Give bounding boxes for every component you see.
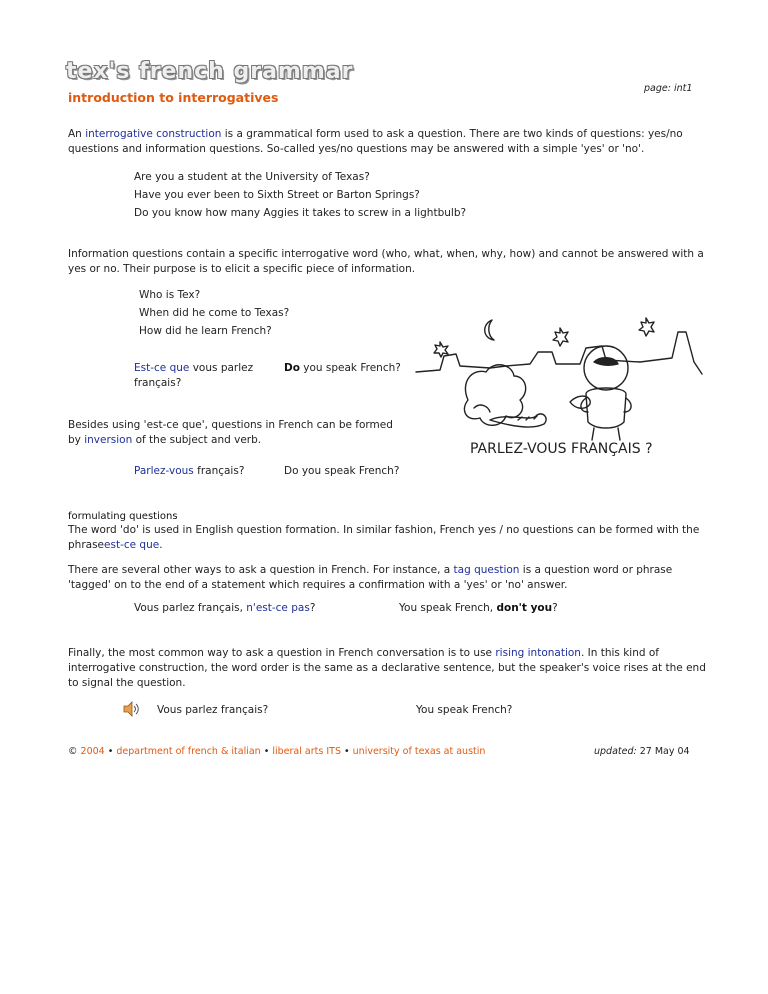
tag-text-1: There are several other ways to ask a question in French. For instance, a	[68, 564, 454, 576]
tag-example-fr-2: ?	[309, 602, 316, 614]
formulating-text-1: The word 'do' is used in English question formation. In similar fashion, French yes / no questions can be formed with the phrase	[68, 524, 700, 551]
star-icon-3	[434, 342, 448, 357]
tag-example-english	[399, 601, 558, 616]
speaker-icon[interactable]	[122, 701, 140, 717]
formulating-paragraph	[68, 523, 708, 553]
intro-text-1: An	[68, 128, 86, 140]
info-example-3: How did he learn French?	[139, 325, 272, 337]
rising-example-english: You speak French?	[416, 704, 513, 716]
inversion-example-english: Do you speak French?	[284, 465, 400, 477]
formulating-text-2: .	[159, 539, 163, 551]
inversion-text-1: Besides using 'est-ce que', questions in French can be formed by	[68, 419, 393, 446]
footer-credits	[68, 744, 485, 759]
updated-date: 27 May 04	[639, 746, 690, 757]
inversion-link[interactable]: inversion	[84, 434, 133, 446]
page-reference	[644, 81, 692, 96]
tag-example-french	[134, 601, 315, 616]
yesno-example-3: Do you know how many Aggies it takes to screw in a lightbulb?	[134, 207, 467, 219]
rising-text-2: . In this kind of interrogative construction, the word order is the same as a declarative sentence, but the speaker's voice rises at the end to signal the question.	[68, 647, 706, 689]
page-title: introduction to interrogatives	[68, 90, 279, 105]
estceque-example-french	[134, 361, 274, 391]
formulating-questions-heading: formulating questions	[68, 511, 178, 522]
star-icon-2	[639, 318, 654, 336]
moon-icon	[485, 320, 494, 340]
info-questions-paragraph: Information questions contain a specific interrogative word (who, what, when, why, how) and cannot be answered with a yes or no. Their purpose is to elicit a specific piece of information.	[68, 248, 704, 275]
estceque-example-english	[284, 361, 401, 376]
intro-paragraph	[68, 127, 708, 157]
yesno-example-1: Are you a student at the University of Texas?	[134, 171, 370, 183]
cartoon-drawing	[410, 312, 706, 462]
rising-intonation-paragraph	[68, 646, 708, 691]
estceque-example-rest: vous parlez français?	[134, 362, 254, 389]
rising-example-french: Vous parlez français?	[157, 704, 269, 716]
parlez-vous-link[interactable]: Parlez-vous	[134, 465, 194, 477]
inversion-example-french	[134, 464, 244, 479]
estceque-english-rest: you speak French?	[299, 362, 401, 374]
copyright-symbol: ©	[68, 746, 78, 757]
estceque-english-bold: Do	[284, 362, 300, 374]
tag-text-2: is a question word or phrase 'tagged' on to the end of a statement which requires a confirmation with a 'yes' or 'no' answer.	[68, 564, 673, 591]
nest-ce-pas-link[interactable]: n'est-ce pas	[246, 602, 310, 614]
liberal-arts-its-link[interactable]: liberal arts ITS	[272, 746, 341, 757]
tag-example-en-1: You speak French,	[399, 602, 497, 614]
info-example-1: Who is Tex?	[139, 289, 201, 301]
star-icon-1	[553, 328, 568, 346]
est-ce-que-link[interactable]: Est-ce que	[134, 362, 190, 374]
info-example-2: When did he come to Texas?	[139, 307, 290, 319]
yesno-example-2: Have you ever been to Sixth Street or Barton Springs?	[134, 189, 420, 201]
cartoon-caption: PARLEZ-VOUS FRANÇAIS ?	[470, 441, 653, 457]
footer-updated	[594, 744, 690, 759]
est-ce-que-phrase-link[interactable]: est-ce que	[104, 539, 160, 551]
rising-text-1: Finally, the most common way to ask a question in French conversation is to use	[68, 647, 496, 659]
page-label: page:	[644, 83, 671, 94]
updated-label: updated:	[594, 746, 637, 757]
intro-text-2: is a grammatical form used to ask a question. There are two kinds of questions: yes/no questions and information questions. So-called yes/no questions may be answered with a simple 'yes' or 'no'.	[68, 128, 683, 155]
tag-question-paragraph	[68, 563, 708, 593]
department-link[interactable]: department of french & italian	[116, 746, 261, 757]
footer-bullet-3: •	[344, 746, 350, 757]
inversion-text-2: of the subject and verb.	[132, 434, 262, 446]
footer-bullet-1: •	[107, 746, 114, 757]
site-logo: tex's french grammar	[66, 59, 354, 84]
interrogative-construction-link[interactable]: interrogative construction	[85, 128, 222, 140]
rising-intonation-link[interactable]: rising intonation	[495, 647, 581, 659]
footer-bullet-2: •	[263, 746, 270, 757]
page-id: int1	[673, 83, 693, 94]
cartoon-illustration	[410, 312, 706, 462]
year-link[interactable]: 2004	[80, 746, 105, 757]
tag-example-fr-1: Vous parlez français,	[134, 602, 247, 614]
inversion-paragraph	[68, 418, 408, 448]
tag-example-en-bold: don't you	[496, 602, 553, 614]
inversion-example-rest: français?	[193, 465, 245, 477]
university-link[interactable]: university of texas at austin	[352, 746, 486, 757]
tag-question-link[interactable]: tag question	[453, 564, 520, 576]
tag-example-en-2: ?	[552, 602, 558, 614]
